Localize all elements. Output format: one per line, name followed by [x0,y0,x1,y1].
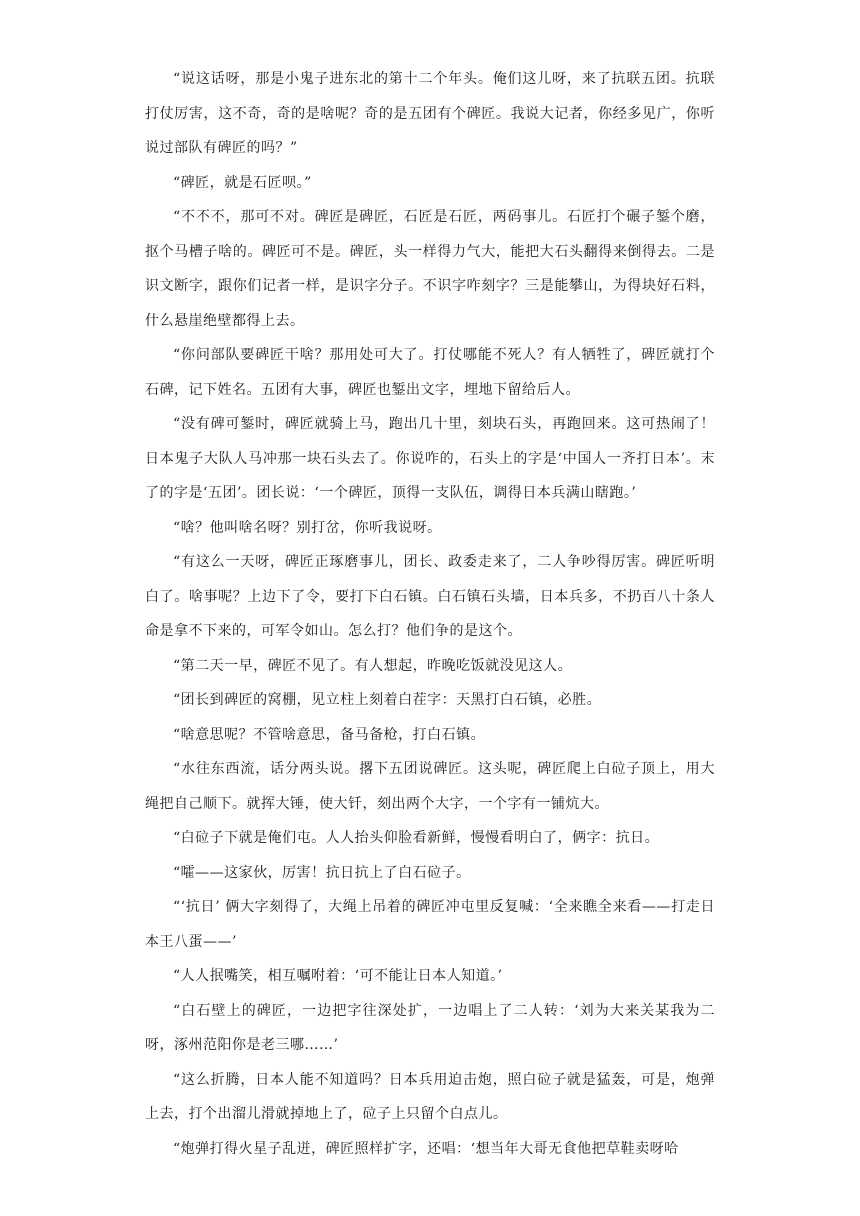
paragraph: “人人抿嘴笑，相互嘱咐着：‘可不能让日本人知道。’ [173,968,503,984]
paragraph: “有这么一天呀，碑匠正琢磨事儿，团长、政委走来了，二人争吵得厉害。碑匠听明白了。啥事呢？上边下了令，要打下白石镇。白石镇石头墙，日本兵多，不扔百八十条人命是拿不下来的，可军令如山。怎么打？他们争的是这个。 [145,554,715,639]
story-text [145,62,715,1166]
paragraph: “没有碑可錾时，碑匠就骑上马，跑出几十里，刻块石头，再跑回来。这可热闹了！日本鬼子大队人马冲那一块石头去了。你说咋的，石头上的字是‘中国人一齐打日本’。末了的字是‘五团’。团长说：‘一个碑匠，顶得一支队伍，调得日本兵满山瞎跑。’ [145,416,715,501]
paragraph: “炮弹打得火星子乱迸，碑匠照样扩字，还唱：‘想当年大哥无食他把草鞋卖呀哈 [173,1140,679,1157]
paragraph: “白砬子下就是俺们屯。人人抬头仰脸看新鲜，慢慢看明白了，俩字：抗日。 [173,830,660,846]
paragraph: “不不不，那可不对。碑匠是碑匠，石匠是石匠，两码事儿。石匠打个碾子錾个磨，抠个马槽子啥的。碑匠可不是。碑匠，头一样得力气大，能把大石头翻得来倒得去。二是识文断字，跟你们记者一样，是识字分子。不识字咋刻字？三是能攀山，为得块好石料，什么悬崖绝壁都得上去。 [145,209,715,329]
paragraph: “啥意思呢？不管啥意思，备马备枪，打白石镇。 [173,726,486,743]
paragraph: “啥？他叫啥名呀？别打岔，你听我说呀。 [173,519,442,536]
paragraph: “嚯——这家伙，厉害！抗日抗上了白石砬子。 [173,864,471,881]
paragraph: “你问部队要碑匠干啥？那用处可大了。打仗哪能不死人？有人牺牲了，碑匠就打个石碑，记下姓名。五团有大事，碑匠也錾出文字，埋地下留给后人。 [145,347,715,398]
paragraph: “水往东西流，话分两头说。撂下五团说碑匠。这头呢，碑匠爬上白砬子顶上，用大绳把自己顺下。就挥大锤，使大钎，刻出两个大字，一个字有一铺炕大。 [145,761,715,812]
paragraph: “团长到碑匠的窝棚，见立柱上刻着白茬字：天黑打白石镇，必胜。 [173,692,602,708]
paragraph: “白石壁上的碑匠，一边把字往深处扩，一边唱上了二人转：‘刘为大来关某我为二呀，涿州范阳你是老三哪……’ [145,1002,715,1053]
paragraph: “第二天一早，碑匠不见了。有人想起，昨晚吃饭就没见这人。 [173,657,573,674]
paragraph: “这么折腾，日本人能不知道吗？日本兵用迫击炮，照白砬子就是猛轰，可是，炮弹上去，打个出溜儿滑就掉地上了，砬子上只留个白点儿。 [145,1071,715,1122]
paragraph: “碑匠，就是石匠呗。” [173,174,312,191]
paragraph: “‘抗日’ 俩大字刻得了，大绳上吊着的碑匠冲屯里反复喊：‘全来瞧全来看——打走日本王八蛋——’ [145,899,715,950]
paragraph: “说这话呀，那是小鬼子进东北的第十二个年头。俺们这儿呀，来了抗联五团。抗联打仗厉害，这不奇，奇的是啥呢？奇的是五团有个碑匠。我说大记者，你经多见广，你听说过部队有碑匠的吗？” [145,71,715,156]
